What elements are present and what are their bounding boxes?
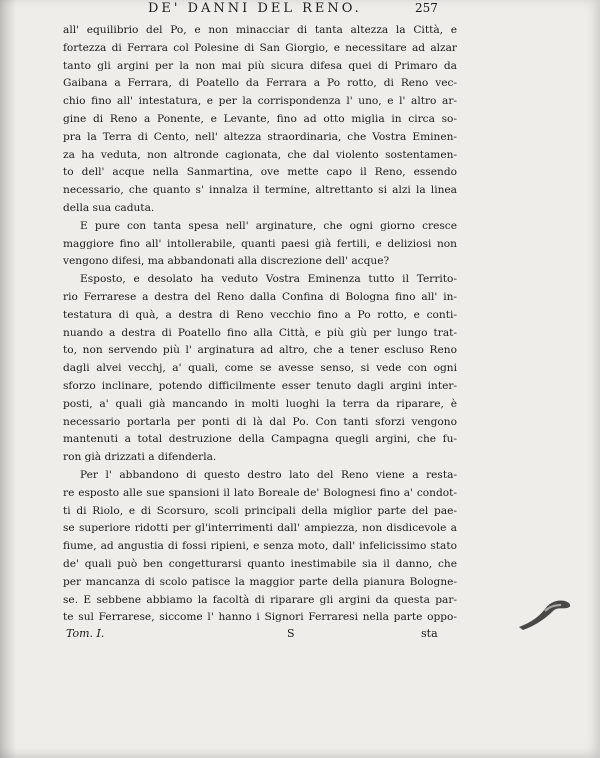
running-title: DE' DANNI DEL RENO. <box>148 1 362 16</box>
text-line: chio fino all' intestatura, e per la corrispondenza l' uno, e l' altro ar- <box>63 95 457 108</box>
text-line: vengono difesi, ma abbandonati alla discrezione dell' acque? <box>63 255 390 268</box>
text-line: ti di Riolo, e di Scorsuro, scoli principali della miglior parte del pae- <box>63 504 457 517</box>
text-line: testatura di quà, a destra di Reno vecchio fino a Po rotto, e conti- <box>63 308 457 321</box>
text-line: mantenuti a total destruzione della Campagna quegli argini, che fu- <box>63 433 457 446</box>
text-line: della sua caduta. <box>63 201 155 214</box>
text-line: de' quali può ben congetturarsi quanto inestimabile sia il danno, che <box>63 557 457 570</box>
volume-mark: Tom. I. <box>66 627 105 640</box>
signature-mark: S <box>287 627 295 640</box>
text-line: se superiore ridotti per gl'interrimenti dall' ampiezza, non disdicevole a <box>63 522 457 535</box>
text-line: maggiore fino all' intollerabile, quanti paesi già fertili, e deliziosi non <box>63 237 457 250</box>
body-text <box>63 22 457 627</box>
text-line: tanto gli argini per la non mai più sicura difesa quei di Primaro da <box>63 59 457 72</box>
text-line: ron già drizzati a difenderla. <box>63 451 217 464</box>
text-line: posti, a' quali già mancando in molti luoghi la terra da riparare, è <box>63 397 457 410</box>
text-line: se. E sebbene abbiamo la facoltà di riparare gli argini da questa par- <box>63 593 457 606</box>
text-line: necessario portarla per ponti di là dal Po. Con tanti sforzi vengono <box>63 415 457 428</box>
text-line: sforzo inclinare, potendo difficilmente esser tenuto dagli argini inter- <box>63 379 457 392</box>
text-line: E pure con tanta spesa nell' arginature, che ogni giorno cresce <box>80 219 457 232</box>
text-line: fortezza di Ferrara col Polesine di San Giorgio, e necessitare ad alzar <box>63 41 457 54</box>
text-line: dagli alvei vecchj, a' quali, come se avesse senso, si vede con ogni <box>63 362 457 375</box>
text-line: Per l' abbandono di questo destro lato del Reno viene a resta- <box>80 468 457 481</box>
gutter-shadow <box>0 0 16 758</box>
text-line: necessario, che quanto s' innalza il termine, altrettanto si alzi la linea <box>63 184 457 197</box>
text-line: gine di Reno a Ponente, e Levante, fino ad otto miglia in circa so- <box>63 112 457 125</box>
ink-stain-icon <box>515 593 575 633</box>
text-line: to, non servendo più l' arginatura ad altro, che a tener escluso Reno <box>63 344 457 357</box>
text-line: Gaibana a Ferrara, di Poatello da Ferrara a Po rotto, di Reno vec- <box>63 77 457 90</box>
text-line: rio Ferrarese a destra del Reno dalla Confina di Bologna fino all' in- <box>63 290 457 303</box>
text-line: fiume, ad angustia di fossi ripieni, e senza moto, dall' infelicissimo stato <box>63 540 457 553</box>
text-line: za ha veduta, non altronde cagionata, che dal violento sostentamen- <box>63 148 457 161</box>
text-line: re esposto alle sue spansioni il lato Boreale de' Bolognesi fino a' condot- <box>63 486 457 499</box>
text-line: pra la Terra di Cento, nell' altezza straordinaria, che Vostra Eminen- <box>63 130 457 143</box>
text-line: per mancanza di scolo patisce la maggior parte della pianura Bologne- <box>63 575 457 588</box>
page-number: 257 <box>415 1 438 15</box>
text-line: nuando a destra di Poatello fino alla Città, e più giù per lungo trat- <box>63 326 457 339</box>
text-line: te sul Ferrarese, siccome l' hanno i Signori Ferraresi nella parte oppo- <box>63 611 457 624</box>
text-line: Esposto, e desolato ha veduto Vostra Eminenza tutto il Territo- <box>80 273 457 286</box>
text-line: all' equilibrio del Po, e non minacciar di tanta altezza la Città, e <box>63 24 457 36</box>
catchword: sta <box>421 627 438 640</box>
text-line: to dell' acque nella Sanmartina, ove mette capo il Reno, essendo <box>63 166 457 179</box>
